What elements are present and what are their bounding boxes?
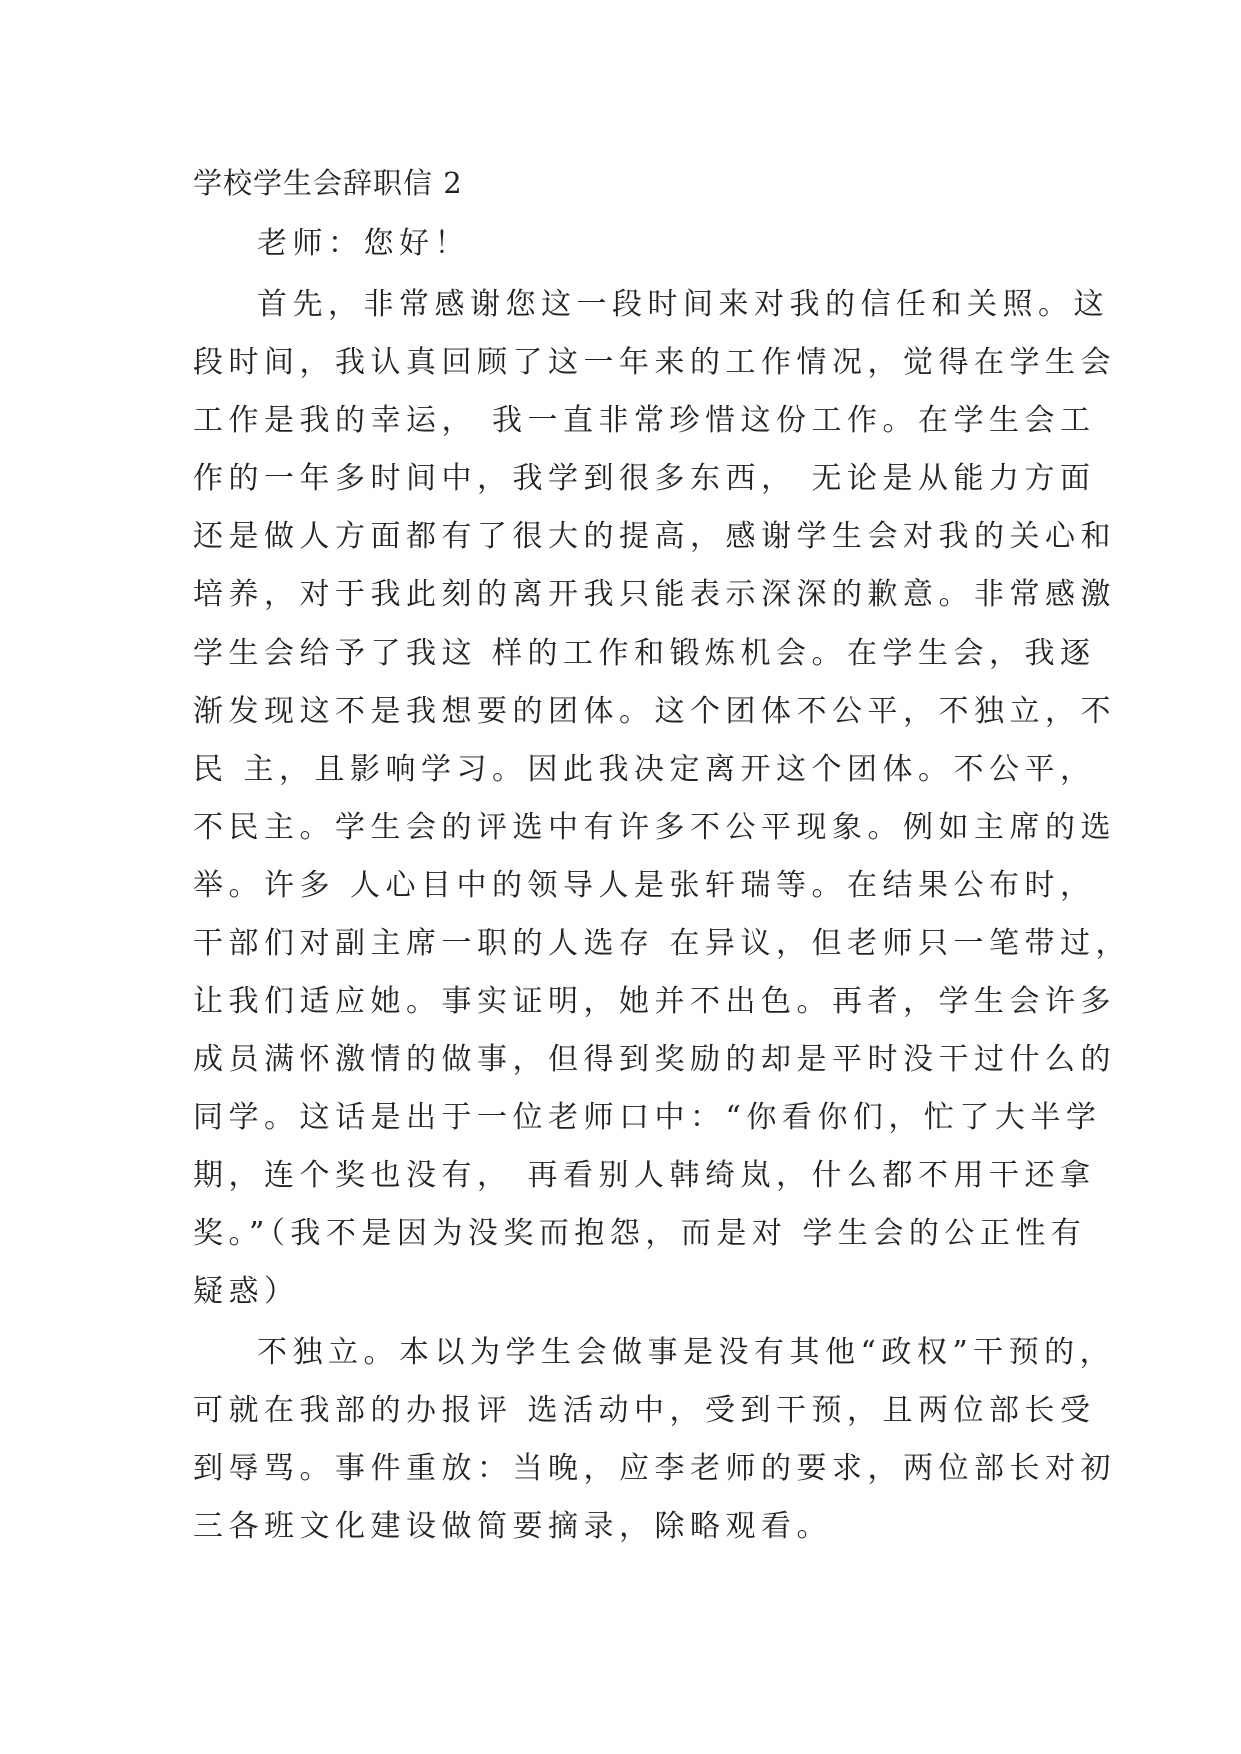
paragraph-1-line: 工作是我的幸运， 我一直非常珍惜这份工作。在学生会工 xyxy=(193,403,1096,438)
paragraph-1-line: 民 主，且影响学习。因此我决定离开这个团体。不公平， xyxy=(193,752,1096,787)
paragraph-1-line: 成员满怀激情的做事，但得到奖励的却是平时没干过什么的 xyxy=(193,1042,1116,1077)
paragraph-1-line: 培养，对于我此刻的离开我只能表示深深的歉意。非常感激 xyxy=(193,577,1116,612)
paragraph-1-line: 举。许多 人心目中的领导人是张轩瑞等。在结果公布时， xyxy=(193,868,1096,903)
paragraph-1-line: 渐发现这不是我想要的团体。这个团体不公平，不独立，不 xyxy=(193,694,1116,729)
paragraph-1-line: 首先，非常感谢您这一段时间来对我的信任和关照。这 xyxy=(257,287,1109,322)
paragraph-1-line: 作的一年多时间中，我学到很多东西， 无论是从能力方面 xyxy=(193,461,1096,496)
paragraph-1-line: 期，连个奖也没有， 再看别人韩绮岚，什么都不用干还拿 xyxy=(193,1158,1096,1193)
paragraph-1-line: 让我们适应她。事实证明，她并不出色。再者，学生会许多 xyxy=(193,984,1116,1019)
paragraph-2-line: 到辱骂。事件重放：当晚，应李老师的要求，两位部长对初 xyxy=(193,1451,1116,1486)
paragraph-2-line: 可就在我部的办报评 选活动中，受到干预，且两位部长受 xyxy=(193,1393,1096,1428)
paragraph-2-line: 三各班文化建设做简要摘录，除略观看。 xyxy=(193,1509,832,1544)
paragraph-1-line: 同学。这话是出于一位老师口中：“你看你们，忙了大半学 xyxy=(193,1100,1102,1135)
paragraph-1-line: 段时间，我认真回顾了这一年来的工作情况，觉得在学生会 xyxy=(193,345,1116,380)
paragraph-1-line: 还是做人方面都有了很大的提高，感谢学生会对我的关心和 xyxy=(193,519,1116,554)
paragraph-1-line: 不民主。学生会的评选中有许多不公平现象。例如主席的选 xyxy=(193,810,1116,845)
document-title: 学校学生会辞职信 2 xyxy=(193,166,463,200)
paragraph-2-line: 不独立。本以为学生会做事是没有其他“政权”干预的， xyxy=(257,1335,1116,1370)
paragraph-1-line: 干部们对副主席一职的人选存 在异议，但老师只一笔带过， xyxy=(193,926,1132,961)
paragraph-1-line: 学生会给予了我这 样的工作和锻炼机会。在学生会，我逐 xyxy=(193,636,1096,671)
paragraph-1-line: 奖。”（我不是因为没奖而抱怨，而是对 学生会的公正性有 xyxy=(193,1216,1087,1251)
paragraph-1-line: 疑惑） xyxy=(193,1274,300,1309)
greeting-line: 老师：您好！ xyxy=(257,226,470,261)
